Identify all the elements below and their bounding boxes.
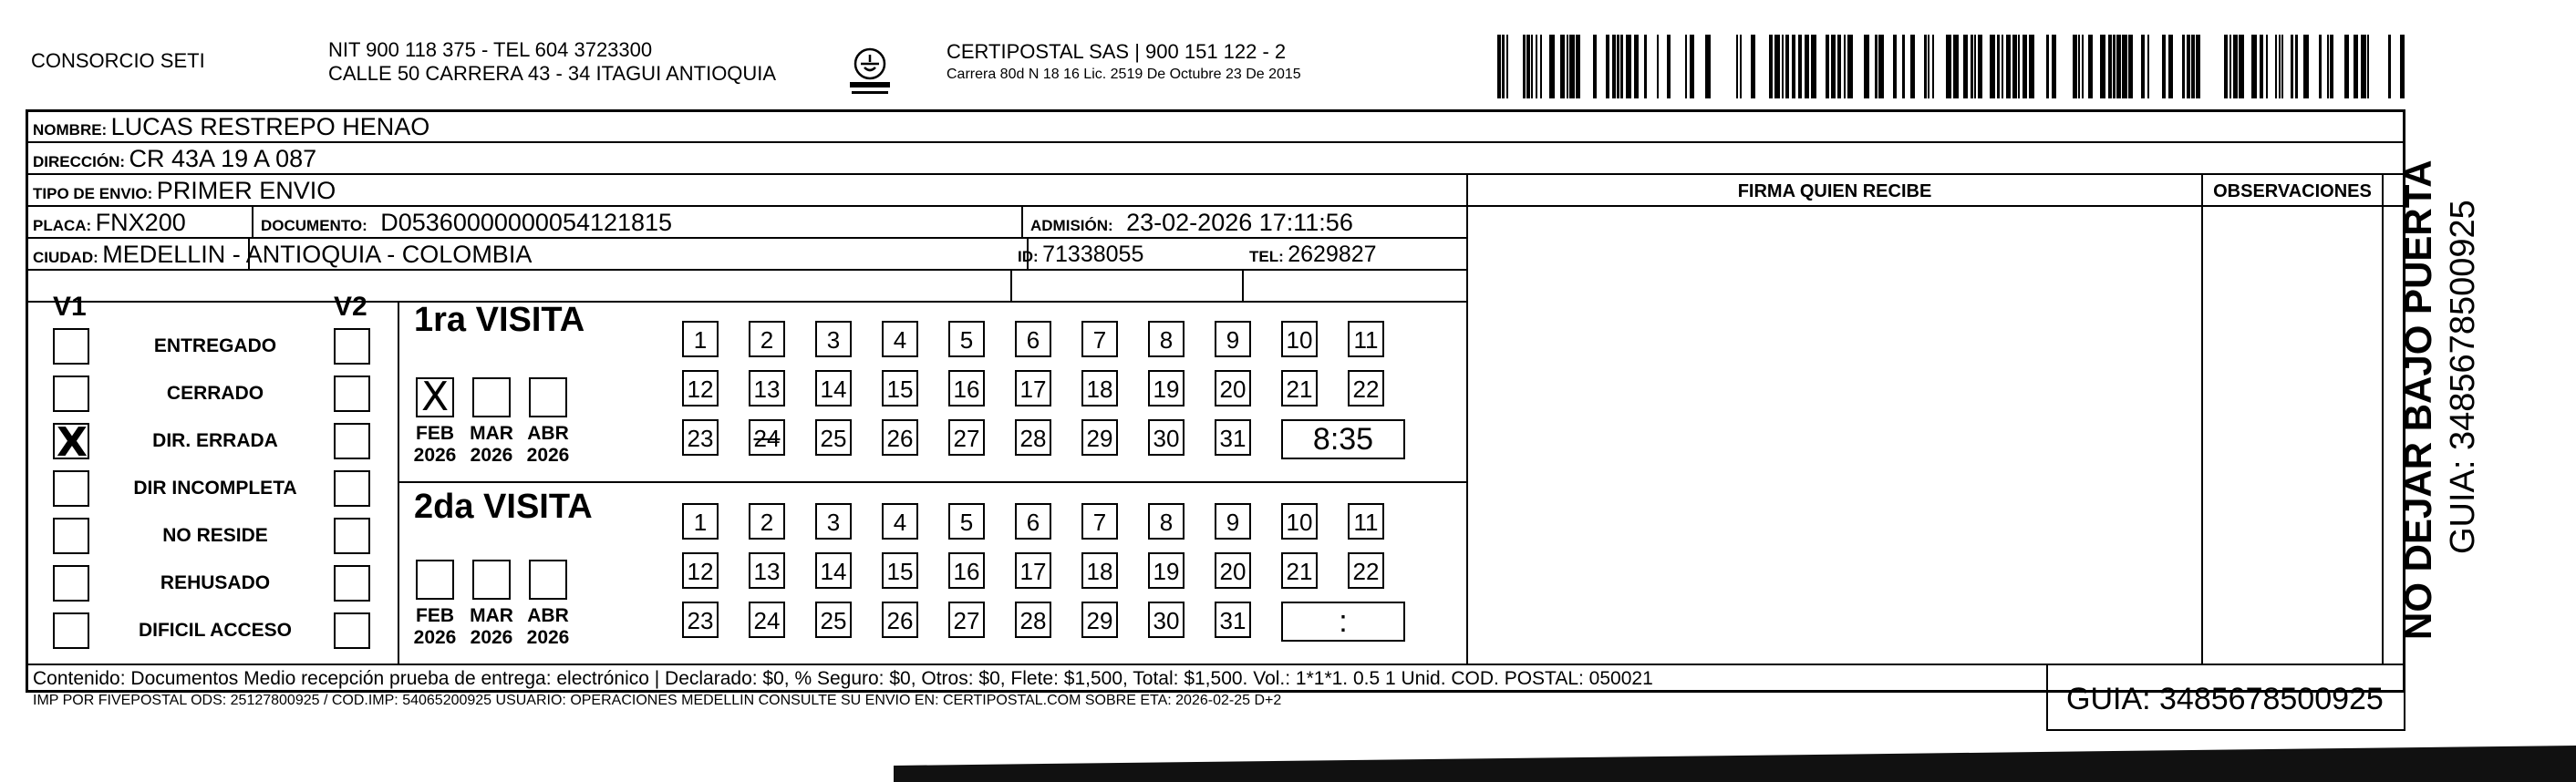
ciudad-value: MEDELLIN - ANTIOQUIA - COLOMBIA bbox=[102, 241, 533, 268]
month-label: ABR bbox=[527, 605, 569, 626]
tel-label: TEL: bbox=[1249, 248, 1284, 265]
day-box[interactable]: 20 bbox=[1215, 552, 1251, 589]
license-line: Carrera 80d N 18 16 Lic. 2519 De Octubre 23 De 2015 bbox=[947, 67, 1301, 82]
day-box[interactable]: 23 bbox=[682, 419, 719, 456]
day-box[interactable]: 1 bbox=[682, 503, 719, 540]
day-box[interactable]: 5 bbox=[948, 321, 985, 357]
day-box[interactable]: 9 bbox=[1215, 321, 1251, 357]
day-box[interactable]: 24 bbox=[749, 602, 785, 638]
v1-header: V1 bbox=[53, 292, 87, 322]
day-box[interactable]: 17 bbox=[1015, 552, 1051, 589]
documento-value: D05360000000054121815 bbox=[380, 209, 673, 236]
status-label: ENTREGADO bbox=[153, 335, 277, 356]
day-box[interactable]: 10 bbox=[1281, 321, 1318, 357]
year-label: 2026 bbox=[526, 627, 570, 648]
day-box[interactable]: 11 bbox=[1348, 503, 1384, 540]
ciudad-field bbox=[33, 241, 532, 273]
barcode bbox=[1497, 35, 2409, 98]
day-box[interactable]: 19 bbox=[1148, 370, 1185, 406]
v2-checkbox[interactable] bbox=[334, 612, 370, 649]
day-box[interactable]: 3 bbox=[815, 503, 852, 540]
day-box[interactable]: 11 bbox=[1348, 321, 1384, 357]
v2-checkbox[interactable] bbox=[334, 423, 370, 459]
tipo-envio-row bbox=[33, 177, 336, 209]
status-label: DIR INCOMPLETA bbox=[133, 478, 297, 499]
v2-checkbox[interactable] bbox=[334, 518, 370, 554]
day-box[interactable]: 7 bbox=[1081, 321, 1118, 357]
direccion-value: CR 43A 19 A 087 bbox=[129, 145, 317, 172]
address-line: CALLE 50 CARRERA 43 - 34 ITAGUI ANTIOQUIA bbox=[328, 62, 777, 85]
day-box[interactable]: 16 bbox=[948, 552, 985, 589]
day-box[interactable]: 8 bbox=[1148, 503, 1185, 540]
time-box[interactable]: : bbox=[1281, 602, 1405, 642]
day-box[interactable]: 21 bbox=[1281, 370, 1318, 406]
day-box[interactable]: 14 bbox=[815, 552, 852, 589]
status-label: DIR. ERRADA bbox=[152, 430, 278, 451]
day-box[interactable]: 7 bbox=[1081, 503, 1118, 540]
month-checkbox[interactable] bbox=[416, 560, 454, 600]
placa-value: FNX200 bbox=[95, 209, 186, 236]
status-label: DIFICIL ACCESO bbox=[138, 620, 292, 641]
admision-value: 23-02-2026 17:11:56 bbox=[1126, 209, 1353, 236]
day-box[interactable]: 15 bbox=[882, 552, 918, 589]
day-box[interactable]: 13 bbox=[749, 552, 785, 589]
day-box[interactable]: 29 bbox=[1081, 602, 1118, 638]
page-edge bbox=[0, 729, 2576, 782]
day-box[interactable]: 28 bbox=[1015, 602, 1051, 638]
month-checkbox[interactable] bbox=[529, 377, 567, 417]
carrier-line: CERTIPOSTAL SAS | 900 151 122 - 2 bbox=[947, 40, 1287, 63]
day-box[interactable]: 25 bbox=[815, 602, 852, 638]
contenido-line: Contenido: Documentos Medio recepción prueba de entrega: electrónico | Declarado: $0, % Seguro: $0, Otros: $0, Flete: $1,500, Total: $1,500. Vol.: 1*1*1. 0.5 1 Unid. COD. POSTAL: 050021 bbox=[33, 668, 1653, 689]
nombre-label: NOMBRE: bbox=[33, 121, 108, 139]
day-box[interactable]: 2 bbox=[749, 503, 785, 540]
month-year-label bbox=[464, 605, 519, 649]
guia-footer: GUIA: 3485678500925 bbox=[2066, 682, 2384, 716]
no-dejar-warning: NO DEJAR BAJO PUERTA bbox=[2396, 159, 2439, 640]
month-label: FEB bbox=[416, 605, 454, 626]
v1-checkbox[interactable] bbox=[53, 565, 89, 602]
status-label: NO RESIDE bbox=[162, 525, 268, 546]
day-box[interactable]: 5 bbox=[948, 503, 985, 540]
day-box[interactable]: 28 bbox=[1015, 419, 1051, 456]
month-label: MAR bbox=[470, 605, 513, 626]
delivery-slip bbox=[24, 18, 2413, 731]
day-box[interactable]: 30 bbox=[1148, 602, 1185, 638]
documento-label: DOCUMENTO: bbox=[261, 217, 367, 234]
certipostal-logo-icon bbox=[844, 44, 895, 100]
admision-label: ADMISIÓN: bbox=[1030, 217, 1113, 234]
day-box[interactable]: 26 bbox=[882, 419, 918, 456]
visit1-title: 1ra VISITA bbox=[414, 301, 585, 339]
status-label: CERRADO bbox=[166, 383, 264, 404]
day-box[interactable]: 25 bbox=[815, 419, 852, 456]
day-box[interactable]: 15 bbox=[882, 370, 918, 406]
day-box[interactable]: 30 bbox=[1148, 419, 1185, 456]
day-box[interactable]: 2 bbox=[749, 321, 785, 357]
month-checkbox[interactable] bbox=[529, 560, 567, 600]
day-box[interactable]: 8 bbox=[1148, 321, 1185, 357]
day-box[interactable]: 26 bbox=[882, 602, 918, 638]
day-box[interactable]: 16 bbox=[948, 370, 985, 406]
month-label: ABR bbox=[527, 423, 569, 444]
day-box[interactable]: 13 bbox=[749, 370, 785, 406]
day-box[interactable]: 12 bbox=[682, 552, 719, 589]
nombre-value: LUCAS RESTREPO HENAO bbox=[110, 113, 430, 140]
direccion-row bbox=[33, 145, 316, 177]
day-box[interactable]: 23 bbox=[682, 602, 719, 638]
tel-value: 2629827 bbox=[1288, 242, 1377, 267]
day-box[interactable]: 4 bbox=[882, 321, 918, 357]
day-box[interactable]: 24 bbox=[749, 419, 785, 456]
tipo-envio-value: PRIMER ENVIO bbox=[156, 177, 336, 204]
day-box[interactable]: 27 bbox=[948, 419, 985, 456]
day-box[interactable]: 20 bbox=[1215, 370, 1251, 406]
ciudad-label: CIUDAD: bbox=[33, 249, 98, 266]
status-label: REHUSADO bbox=[160, 572, 271, 593]
direccion-label: DIRECCIÓN: bbox=[33, 153, 126, 170]
year-label: 2026 bbox=[413, 445, 457, 466]
day-box[interactable]: 21 bbox=[1281, 552, 1318, 589]
v2-checkbox[interactable] bbox=[334, 328, 370, 365]
year-label: 2026 bbox=[470, 627, 513, 648]
day-box[interactable]: 4 bbox=[882, 503, 918, 540]
month-checkbox[interactable] bbox=[472, 560, 511, 600]
day-box[interactable]: 9 bbox=[1215, 503, 1251, 540]
v1-checkbox[interactable] bbox=[53, 612, 89, 649]
imp-line: IMP POR FIVEPOSTAL ODS: 25127800925 / COD.IMP: 54065200925 USUARIO: OPERACIONES MEDELLIN CONSULTE SU ENVIO EN: CERTIPOSTAL.COM SOBRE ETA: 2026-02-25 D+2 bbox=[33, 693, 1282, 708]
side-guia: GUIA: 3485678500925 bbox=[2444, 200, 2482, 554]
nombre-row bbox=[33, 113, 429, 145]
day-box[interactable]: 31 bbox=[1215, 602, 1251, 638]
month-checkbox[interactable] bbox=[472, 377, 511, 417]
day-box[interactable]: 27 bbox=[948, 602, 985, 638]
year-label: 2026 bbox=[526, 445, 570, 466]
day-box[interactable]: 6 bbox=[1015, 321, 1051, 357]
day-box[interactable]: 29 bbox=[1081, 419, 1118, 456]
company-name: CONSORCIO SETI bbox=[31, 49, 205, 72]
admision-field bbox=[1030, 209, 1353, 241]
day-box[interactable]: 18 bbox=[1081, 370, 1118, 406]
tel-field bbox=[1249, 241, 1377, 272]
day-box[interactable]: 22 bbox=[1348, 370, 1384, 406]
v2-checkbox[interactable] bbox=[334, 376, 370, 412]
visit2-title: 2da VISITA bbox=[414, 488, 593, 526]
day-box[interactable]: 14 bbox=[815, 370, 852, 406]
firma-header: FIRMA QUIEN RECIBE bbox=[1737, 181, 1932, 201]
v1-checkbox[interactable] bbox=[53, 518, 89, 554]
day-box[interactable]: 12 bbox=[682, 370, 719, 406]
id-label: ID: bbox=[1018, 248, 1039, 265]
year-label: 2026 bbox=[413, 627, 457, 648]
observaciones-header: OBSERVACIONES bbox=[2213, 181, 2372, 201]
day-box[interactable]: 31 bbox=[1215, 419, 1251, 456]
day-box[interactable]: 1 bbox=[682, 321, 719, 357]
nit-line: NIT 900 118 375 - TEL 604 3723300 bbox=[328, 38, 653, 61]
documento-field bbox=[261, 209, 672, 241]
day-box[interactable]: 18 bbox=[1081, 552, 1118, 589]
id-field bbox=[1018, 241, 1143, 272]
v1-checkbox[interactable] bbox=[53, 376, 89, 412]
day-box[interactable]: 22 bbox=[1348, 552, 1384, 589]
month-year-label bbox=[408, 605, 462, 649]
v1-checkbox[interactable] bbox=[53, 423, 89, 459]
month-label: FEB bbox=[416, 423, 454, 444]
v1-checkbox[interactable] bbox=[53, 328, 89, 365]
year-label: 2026 bbox=[470, 445, 513, 466]
month-year-label bbox=[408, 423, 462, 467]
month-label: MAR bbox=[470, 423, 513, 444]
month-year-label bbox=[521, 423, 575, 467]
month-checkbox[interactable] bbox=[416, 377, 454, 417]
day-box[interactable]: 3 bbox=[815, 321, 852, 357]
id-value: 71338055 bbox=[1042, 242, 1144, 267]
month-year-label bbox=[521, 605, 575, 649]
guia-footer-box bbox=[2046, 664, 2405, 731]
day-box[interactable]: 10 bbox=[1281, 503, 1318, 540]
tipo-envio-label: TIPO DE ENVIO: bbox=[33, 185, 153, 202]
month-year-label bbox=[464, 423, 519, 467]
day-box[interactable]: 19 bbox=[1148, 552, 1185, 589]
day-box[interactable]: 17 bbox=[1015, 370, 1051, 406]
v2-header: V2 bbox=[334, 292, 367, 322]
time-box[interactable]: 8:35 bbox=[1281, 419, 1405, 459]
v2-checkbox[interactable] bbox=[334, 470, 370, 507]
placa-field bbox=[33, 209, 186, 241]
day-box[interactable]: 6 bbox=[1015, 503, 1051, 540]
v1-checkbox[interactable] bbox=[53, 470, 89, 507]
placa-label: PLACA: bbox=[33, 217, 92, 234]
v2-checkbox[interactable] bbox=[334, 565, 370, 602]
